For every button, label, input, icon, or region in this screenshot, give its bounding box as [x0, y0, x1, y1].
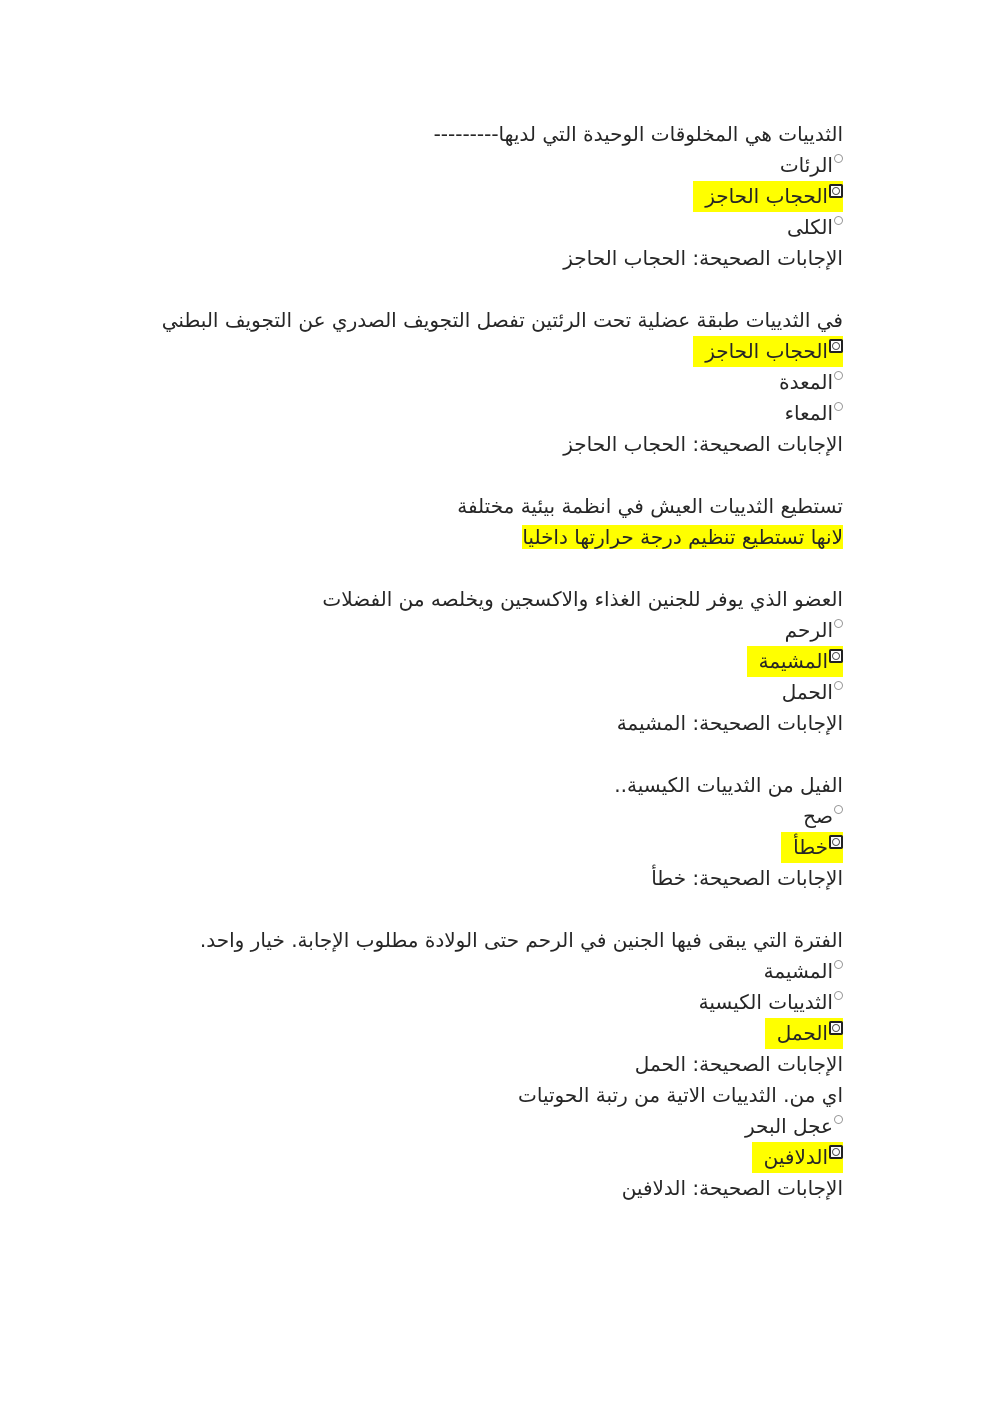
spacer: [150, 274, 843, 305]
option-row-selected[interactable]: [150, 336, 843, 367]
document-body: [150, 119, 843, 1204]
question-text: اي من. الثدييات الاتية من رتبة الحوتيات: [518, 1083, 843, 1107]
question-block-2: [150, 305, 843, 460]
option-row[interactable]: [150, 367, 843, 398]
radio-checked-icon[interactable]: [829, 835, 843, 849]
radio-unchecked-icon[interactable]: [834, 619, 843, 628]
radio-unchecked-icon[interactable]: [834, 991, 843, 1000]
correct-answer: الإجابات الصحيحة: الحجاب الحاجز: [563, 432, 843, 456]
option-row-selected[interactable]: [150, 646, 843, 677]
correct-answer: الإجابات الصحيحة: الدلافين: [621, 1176, 843, 1200]
radio-unchecked-icon[interactable]: [834, 216, 843, 225]
option-row[interactable]: [150, 398, 843, 429]
option-label: الكلى: [787, 215, 833, 239]
correct-answer: الإجابات الصحيحة: الحمل: [634, 1052, 843, 1076]
radio-unchecked-icon[interactable]: [834, 1115, 843, 1124]
radio-checked-icon[interactable]: [829, 339, 843, 353]
question-text: تستطيع الثدييات العيش في انظمة بيئية مختلفة: [457, 494, 843, 518]
highlighted-answer: لانها تستطيع تنظيم درجة حرارتها داخليا: [522, 525, 843, 549]
option-row[interactable]: [150, 677, 843, 708]
option-row-selected[interactable]: [150, 181, 843, 212]
option-label: الرحم: [784, 618, 833, 642]
radio-unchecked-icon[interactable]: [834, 805, 843, 814]
highlighted-answer-line: [150, 522, 843, 553]
radio-unchecked-icon[interactable]: [834, 681, 843, 690]
option-label: المعاء: [784, 401, 833, 425]
radio-unchecked-icon[interactable]: [834, 371, 843, 380]
radio-checked-icon[interactable]: [829, 184, 843, 198]
question-text: الفيل من الثدييات الكيسية..: [614, 773, 843, 797]
question-block-7: [150, 1080, 843, 1204]
spacer: [150, 460, 843, 491]
option-row[interactable]: [150, 956, 843, 987]
option-label: الثدييات الكيسية: [698, 990, 833, 1014]
option-label: الدلافين: [763, 1145, 828, 1169]
question-block-4: [150, 584, 843, 739]
option-label: المشيمة: [763, 959, 833, 983]
question-block-3: [150, 491, 843, 553]
option-label: الحجاب الحاجز: [705, 339, 828, 363]
radio-unchecked-icon[interactable]: [834, 960, 843, 969]
question-block-5: [150, 770, 843, 894]
spacer: [150, 894, 843, 925]
option-row[interactable]: [150, 801, 843, 832]
radio-checked-icon[interactable]: [829, 649, 843, 663]
question-text: الفترة التي يبقى فيها الجنين في الرحم حتى الولادة مطلوب الإجابة. خيار واحد.: [199, 928, 843, 952]
option-label: المعدة: [779, 370, 833, 394]
radio-unchecked-icon[interactable]: [834, 154, 843, 163]
option-row-selected[interactable]: [150, 832, 843, 863]
correct-answer: الإجابات الصحيحة: خطأ: [651, 866, 843, 890]
option-label: الحمل: [776, 1021, 828, 1045]
question-block-1: [150, 119, 843, 274]
question-text: العضو الذي يوفر للجنين الغذاء والاكسجين ويخلصه من الفضلات: [322, 587, 843, 611]
question-block-6: [150, 925, 843, 1080]
option-row[interactable]: [150, 987, 843, 1018]
option-label: الحمل: [781, 680, 833, 704]
option-row-selected[interactable]: [150, 1018, 843, 1049]
spacer: [150, 739, 843, 770]
option-label: خطأ: [793, 835, 828, 859]
option-label: الرئات: [779, 153, 833, 177]
option-row[interactable]: [150, 150, 843, 181]
option-row[interactable]: [150, 1111, 843, 1142]
spacer: [150, 553, 843, 584]
question-text: في الثدييات طبقة عضلية تحت الرئتين تفصل التجويف الصدري عن التجويف البطني: [161, 308, 843, 332]
question-text: الثدييات هي المخلوقات الوحيدة التي لديها---------: [433, 122, 843, 146]
correct-answer: الإجابات الصحيحة: الحجاب الحاجز: [563, 246, 843, 270]
option-row[interactable]: [150, 212, 843, 243]
radio-unchecked-icon[interactable]: [834, 402, 843, 411]
radio-checked-icon[interactable]: [829, 1145, 843, 1159]
option-label: صح: [803, 804, 833, 828]
option-row[interactable]: [150, 615, 843, 646]
option-row-selected[interactable]: [150, 1142, 843, 1173]
option-label: عجل البحر: [745, 1114, 833, 1138]
option-label: المشيمة: [758, 649, 828, 673]
radio-checked-icon[interactable]: [829, 1021, 843, 1035]
option-label: الحجاب الحاجز: [705, 184, 828, 208]
correct-answer: الإجابات الصحيحة: المشيمة: [616, 711, 843, 735]
